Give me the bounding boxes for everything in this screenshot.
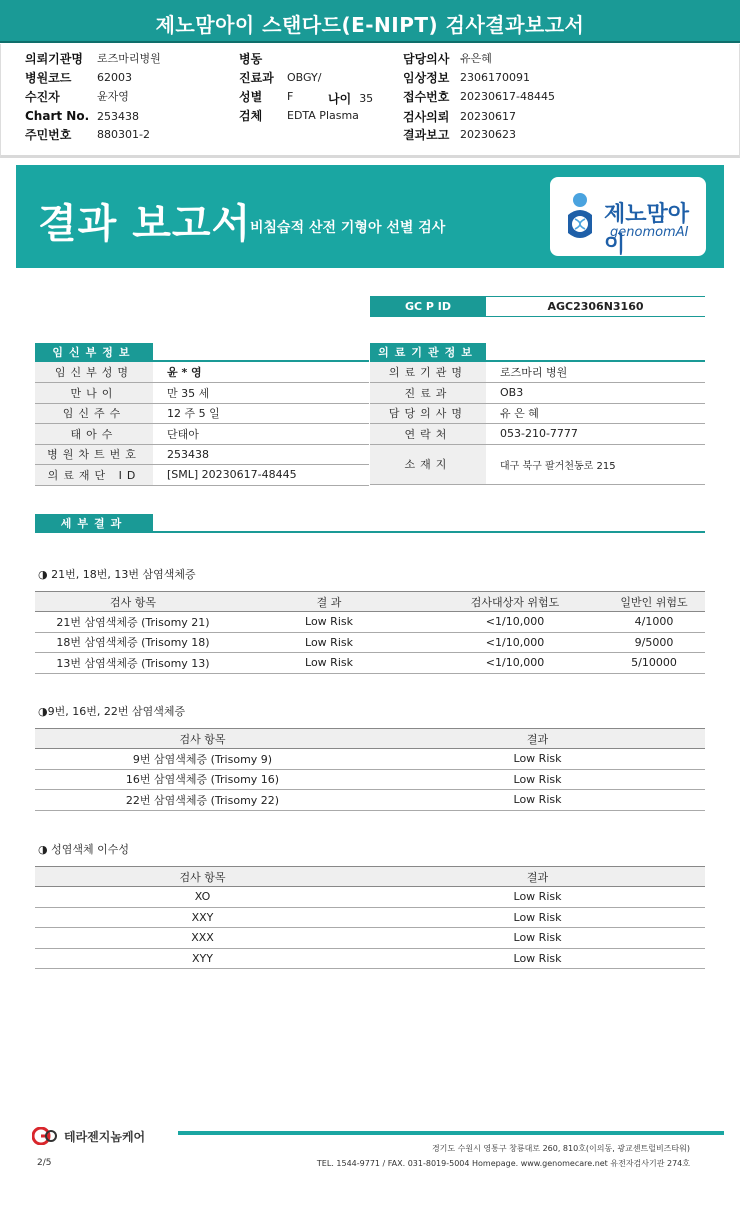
info-key: 수진자: [25, 89, 60, 104]
institution-row-value: 유 은 혜: [500, 407, 539, 421]
institution-row-key: 의료기관명: [370, 362, 486, 382]
institution-row-key: 담당의사명: [370, 404, 486, 424]
pregnant-row: [35, 362, 369, 383]
pregnant-row: [35, 383, 369, 404]
table-cell: 9번 삼염색체증 (Trisomy 9): [132, 752, 273, 766]
pregnant-row: [35, 445, 369, 466]
table-row: [35, 612, 705, 633]
pregnant-row-key: 임신부성명: [35, 362, 153, 382]
table-cell: 18번 삼염색체증 (Trisomy 18): [56, 636, 210, 650]
column-header: 검사 항목: [109, 595, 156, 609]
gcp-id-value: AGC2306N3160: [547, 300, 644, 313]
banner-subtitle: 비침습적 산전 기형아 선별 검사: [250, 220, 446, 236]
table-cell: 22번 삼염색체증 (Trisomy 22): [125, 793, 280, 807]
info-value: EDTA Plasma: [287, 108, 359, 122]
column-header: 결과: [526, 870, 549, 884]
pregnant-row-value: 윤 * 영: [167, 366, 202, 379]
info-col1-row: [25, 125, 150, 143]
pregnant-info-tab: 임신부정보: [35, 343, 153, 362]
institution-row-value: 053-210-7777: [500, 427, 578, 441]
info-value: 20230617-48445: [460, 89, 555, 103]
trisomy-main-table: [35, 591, 705, 674]
institution-row-key: 진료과: [370, 383, 486, 403]
pregnant-row-key: 만나이: [35, 383, 153, 403]
table-row: [35, 908, 705, 929]
pregnant-row-key: 임신주수: [35, 404, 153, 424]
sex-chromosome-table: [35, 866, 705, 969]
table-row: [35, 749, 705, 770]
institution-row-key: 소재지: [370, 445, 486, 484]
info-col1-row: [25, 107, 139, 125]
table-cell: <1/10,000: [485, 615, 545, 629]
info-col2-row: [239, 49, 287, 67]
table-header: [35, 592, 705, 612]
table-cell: XXY: [191, 910, 214, 924]
details-tab: 세부결과: [35, 514, 153, 533]
pregnant-row-value: [SML] 20230617-48445: [167, 468, 297, 482]
info-key: 결과보고: [403, 127, 450, 142]
pregnant-row: [35, 465, 369, 486]
result-banner: [16, 165, 724, 268]
info-key: 검사의뢰: [403, 109, 450, 124]
gcp-id-label: GC P ID: [370, 296, 486, 317]
pregnant-row-value: 단태아: [167, 427, 199, 441]
info-col3-row: [403, 49, 492, 67]
info-key: 검체: [239, 108, 263, 123]
info-key: 병원코드: [25, 70, 72, 85]
info-key: Chart No.: [25, 109, 90, 123]
footer-contact: TEL. 1544-9771 / FAX. 031-8019-5004 Homepage. www.genomecare.net 유전자검사기관 274호: [316, 1159, 690, 1168]
table-cell: Low Risk: [513, 793, 562, 807]
page-number: 2/5: [37, 1158, 52, 1168]
gcp-id-bar: [370, 296, 705, 317]
info-value: 20230617: [460, 109, 516, 123]
table-row: [35, 653, 705, 674]
info-value: 62003: [97, 70, 132, 84]
table-row: [35, 949, 705, 970]
info-key: 진료과: [239, 70, 274, 85]
table-cell: Low Risk: [305, 656, 353, 670]
info-value: OBGY/: [287, 70, 322, 84]
table-row: [35, 790, 705, 811]
institution-row: [370, 445, 705, 485]
table-cell: Low Risk: [513, 910, 562, 924]
institution-row-value: OB3: [500, 386, 524, 400]
report-header-bar: [0, 0, 740, 43]
table-header: [35, 867, 705, 887]
info-value: 2306170091: [460, 70, 530, 84]
info-value: 로즈마리병원: [97, 52, 161, 65]
table-cell: XXX: [191, 931, 214, 945]
pregnant-row-value: 만 35 세: [167, 386, 210, 400]
institution-row: [370, 383, 705, 404]
info-col1-row: [25, 68, 132, 86]
logo-subtext: genomomAI: [610, 225, 689, 240]
column-header: 검사 항목: [179, 870, 226, 884]
pregnant-row: [35, 404, 369, 425]
table-cell: 9/5000: [634, 635, 674, 649]
info-value: 20230623: [460, 127, 516, 141]
pregnant-row-key: 의료재단 ID: [35, 465, 153, 485]
table-cell: 21번 삼염색체증 (Trisomy 21): [56, 615, 210, 629]
column-header: 결 과: [316, 595, 342, 609]
info-value: F: [287, 89, 294, 103]
genomom-logo-icon: [560, 191, 600, 243]
table-cell: 4/1000: [634, 615, 674, 629]
banner-title: 결과 보고서: [38, 201, 252, 247]
pregnant-row-key: 병원차트번호: [35, 445, 153, 465]
pregnant-row-key: 태아수: [35, 424, 153, 444]
info-age: 나이 35: [328, 91, 374, 106]
details-line: [35, 531, 705, 533]
logo-text: 제노맘아이: [604, 202, 690, 258]
table-cell: 13번 삼염색체증 (Trisomy 13): [56, 656, 210, 670]
table-row: [35, 887, 705, 908]
column-header: 결과: [526, 732, 549, 746]
table-cell: 16번 삼염색체증 (Trisomy 16): [125, 773, 280, 787]
table-cell: XYY: [192, 951, 213, 965]
institution-info-tab: 의료기관정보: [370, 343, 486, 362]
table-header: [35, 729, 705, 749]
table-cell: Low Risk: [305, 615, 353, 629]
info-key: 주민번호: [25, 127, 72, 142]
patient-info-box: [0, 44, 740, 158]
institution-row-value: 대구 북구 팔거천동로 215: [500, 460, 616, 472]
table-row: [35, 633, 705, 654]
info-key: 임상정보: [403, 70, 450, 85]
genomom-logo: [550, 177, 706, 256]
table-cell: Low Risk: [513, 752, 562, 766]
info-key: 병동: [239, 51, 263, 66]
institution-row-key: 연락처: [370, 424, 486, 444]
institution-row: [370, 362, 705, 383]
table-cell: <1/10,000: [485, 635, 545, 649]
report-title: 제노맘아이 스탠다드(E-NIPT) 검사결과보고서: [155, 13, 585, 37]
info-col3-row: [403, 107, 516, 125]
table-cell: Low Risk: [513, 951, 562, 965]
info-value: 유은혜: [460, 52, 492, 65]
footer-company-name: 테라젠지놈케어: [64, 1129, 146, 1144]
column-header: 검사 항목: [179, 732, 226, 746]
info-col2-row: [239, 68, 321, 86]
group1-heading: ◑ 21번, 18번, 13번 삼염색체증: [38, 568, 196, 581]
pregnant-row-value: 253438: [167, 447, 209, 461]
info-value: 253438: [97, 109, 139, 123]
table-cell: 5/10000: [631, 656, 677, 670]
group3-heading: ◑ 성염색체 이수성: [38, 843, 129, 856]
info-value: 880301-2: [97, 127, 150, 141]
info-col3-row: [403, 125, 516, 143]
info-key: 의뢰기관명: [25, 51, 83, 66]
institution-row-value: 로즈마리 병원: [500, 366, 568, 379]
info-col2-row: [239, 87, 293, 105]
info-col1-row: [25, 87, 129, 105]
footer-divider: [178, 1131, 724, 1135]
trisomy-extra-table: [35, 728, 705, 811]
info-col3-row: [403, 87, 555, 105]
info-key: 성별: [239, 89, 263, 104]
table-row: [35, 928, 705, 949]
institution-row: [370, 424, 705, 445]
table-cell: Low Risk: [513, 772, 562, 786]
info-key: 담당의사: [403, 51, 450, 66]
info-col3-row: [403, 68, 530, 86]
pregnant-row: [35, 424, 369, 445]
column-header: 검사대상자 위험도: [470, 595, 560, 609]
info-col1-row: [25, 49, 161, 67]
column-header: 일반인 위험도: [620, 595, 688, 609]
group2-heading: ◑9번, 16번, 22번 삼염색체증: [38, 705, 186, 718]
table-row: [35, 770, 705, 791]
footer-address: 경기도 수원시 영통구 창룡대로 260, 810호(이의동, 광교센트럴비즈타워): [431, 1144, 690, 1153]
info-key: 접수번호: [403, 89, 450, 104]
table-cell: Low Risk: [305, 635, 353, 649]
table-cell: <1/10,000: [485, 656, 545, 670]
info-value: 윤자영: [97, 90, 129, 103]
table-cell: Low Risk: [513, 931, 562, 945]
pregnant-row-value: 12 주 5 일: [167, 407, 220, 421]
institution-row: [370, 404, 705, 425]
table-cell: Low Risk: [513, 890, 562, 904]
info-col2-row: [239, 106, 359, 124]
table-cell: XO: [194, 890, 211, 904]
